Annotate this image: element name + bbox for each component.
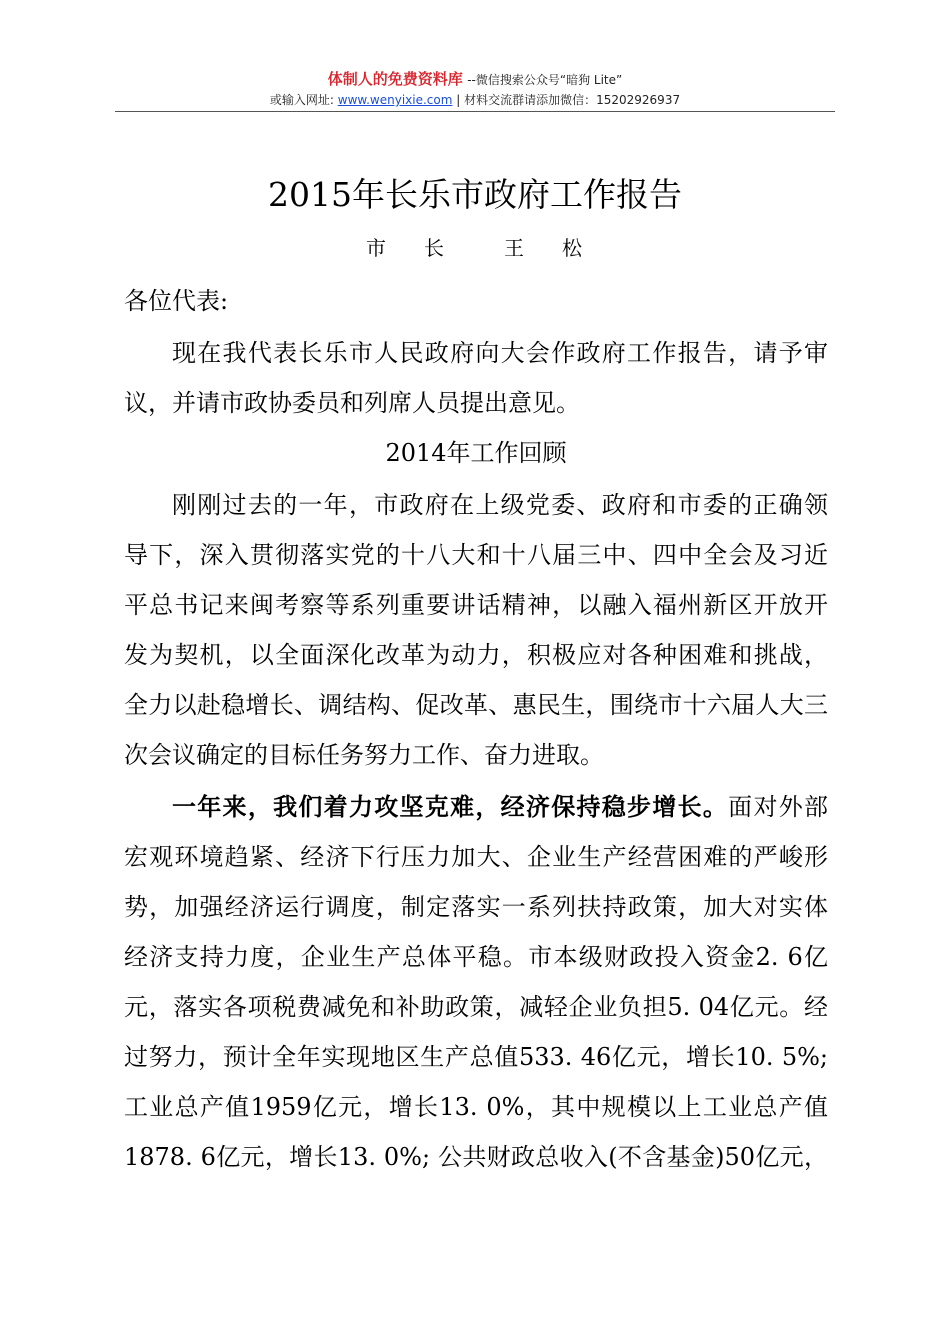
intro-paragraph (124, 328, 828, 428)
paragraph-line: 宏观环境趋紧、经济下行压力加大、企业生产经营困难的严峻形 (124, 843, 828, 871)
greeting (124, 276, 828, 326)
paragraph-lead-rest: 面对外部 (728, 793, 829, 821)
brand-tagline: --微信搜索公众号“暗狗 Lite” (467, 73, 623, 87)
brand-title: 体制人的免费资料库 (327, 70, 463, 88)
paragraph-line: 议，并请市政协委员和列席人员提出意见。 (124, 389, 580, 417)
contact-info: | 材料交流群请添加微信：15202926937 (456, 93, 681, 107)
paragraph-line: 势，加强经济运行调度，制定落实一系列扶持政策，加大对实体 (124, 893, 828, 921)
author-line (0, 232, 950, 264)
section-title: 2014年工作回顾 (385, 439, 567, 467)
paragraph-1 (124, 480, 828, 780)
greeting-text: 各位代表: (124, 287, 229, 315)
paragraph-line: 导下，深入贯彻落实党的十八大和十八届三中、四中全会及习近 (124, 541, 828, 569)
paragraph-line: 发为契机，以全面深化改革为动力，积极应对各种困难和挑战， (124, 641, 828, 669)
section-heading (124, 428, 828, 478)
paragraph-line: 经济支持力度，企业生产总体平稳。市本级财政投入资金2. 6亿 (124, 943, 828, 971)
paragraph-line: 元，落实各项税费减免和补助政策，减轻企业负担5. 04亿元。经 (124, 993, 828, 1021)
author-title-char-1: 市 (366, 236, 388, 260)
url-prefix: 或输入网址: (269, 93, 334, 107)
paragraph-line: 过努力，预计全年实现地区生产总值533. 46亿元，增长10. 5%; (124, 1043, 828, 1071)
paragraph-line: 平总书记来闽考察等系列重要讲话精神，以融入福州新区开放开 (124, 591, 828, 619)
author-title-char-2: 长 (424, 236, 446, 260)
paragraph-line: 现在我代表长乐市人民政府向大会作政府工作报告，请予审 (172, 339, 828, 367)
author-name-char-1: 王 (504, 236, 526, 260)
author-name-char-2: 松 (562, 236, 584, 260)
document-title: 2015年长乐市政府工作报告 (268, 175, 682, 214)
website-link[interactable]: www.wenyixie.com (337, 93, 453, 107)
header-divider (115, 111, 835, 112)
paragraph-line: 刚刚过去的一年，市政府在上级党委、政府和市委的正确领 (172, 491, 828, 519)
header-line-2 (0, 92, 950, 108)
paragraph-line: 次会议确定的目标任务努力工作、奋力进取。 (124, 741, 604, 769)
paragraph-line: 全力以赴稳增长、调结构、促改革、惠民生，围绕市十六届人大三 (124, 691, 828, 719)
paragraph-lead-bold: 一年来，我们着力攻坚克难，经济保持稳步增长。 (172, 793, 729, 821)
header-line-1 (0, 70, 950, 89)
paragraph-2 (124, 782, 828, 1182)
paragraph-first-line (124, 782, 828, 832)
paragraph-line: 1878. 6亿元，增长13. 0%; 公共财政总收入(不含基金)50亿元， (124, 1143, 828, 1171)
paragraph-line: 工业总产值1959亿元，增长13. 0%，其中规模以上工业总产值 (124, 1093, 828, 1121)
